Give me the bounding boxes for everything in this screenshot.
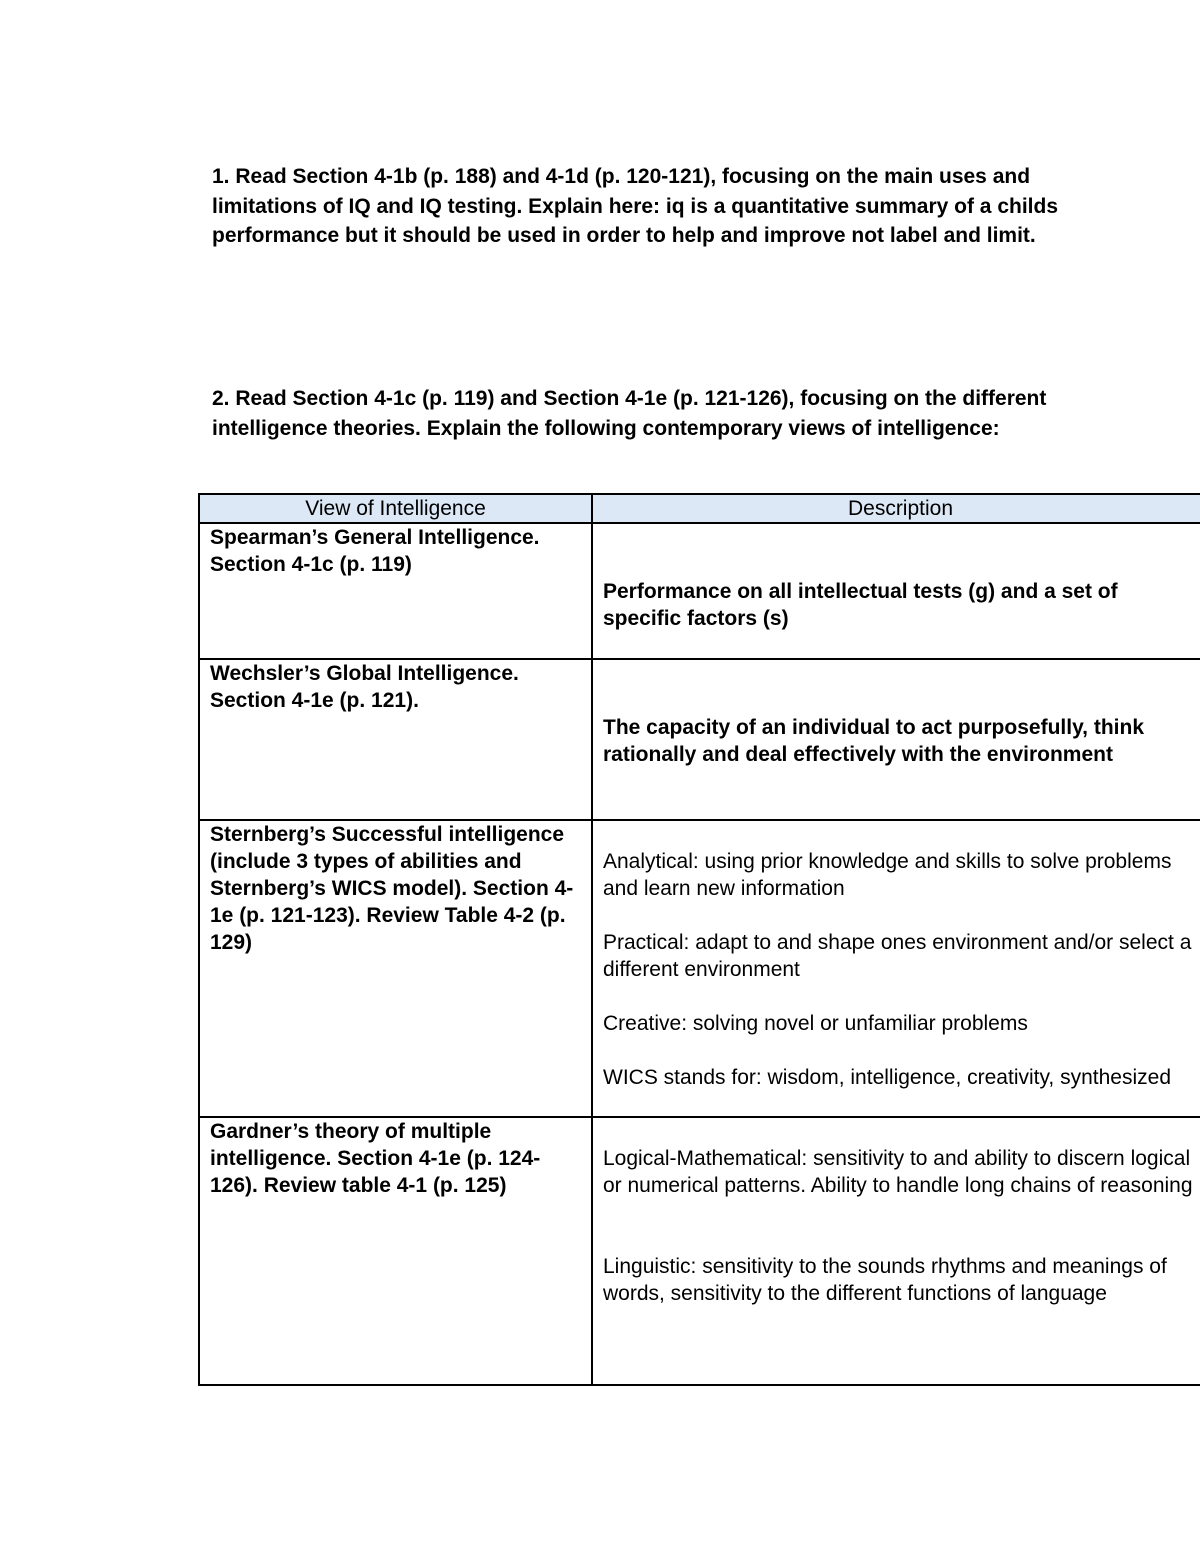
intelligence-views-table [198, 493, 1200, 1386]
description-creative: Creative: solving novel or unfamiliar problems [603, 1012, 1028, 1035]
description-text: The capacity of an individual to act purposefully, think rationally and deal effectively with the environment [603, 716, 1145, 766]
view-wechsler: Wechsler’s Global Intelligence. Section 4-1e (p. 121). [199, 659, 592, 820]
description-text: Performance on all intellectual tests (g) and a set of specific factors (s) [603, 580, 1118, 630]
description-linguistic: Linguistic: sensitivity to the sounds rhythms and meanings of words, sensitivity to the different functions of language [603, 1255, 1167, 1305]
description-wics: WICS stands for: wisdom, intelligence, creativity, synthesized [603, 1066, 1171, 1089]
view-gardner: Gardner’s theory of multiple intelligence. Section 4-1e (p. 124-126). Review table 4-1 (p. 125) [199, 1117, 592, 1385]
header-view: View of Intelligence [199, 494, 592, 523]
description-analytical: Analytical: using prior knowledge and skills to solve problems and learn new information [603, 850, 1172, 900]
question-2: 2. Read Section 4-1c (p. 119) and Section 4-1e (p. 121-126), focusing on the different intelligence theories. Explain the following contemporary views of intelligence: [212, 387, 1047, 440]
description-practical: Practical: adapt to and shape ones environment and/or select a different environment [603, 931, 1192, 981]
header-description: Description [592, 494, 1200, 523]
view-spearman: Spearman’s General Intelligence. Section 4-1c (p. 119) [199, 523, 592, 659]
description-gardner [592, 1117, 1200, 1385]
table-row [199, 1117, 1200, 1385]
description-sternberg [592, 820, 1200, 1117]
table-row [199, 659, 1200, 820]
table-row [199, 523, 1200, 659]
description-spearman [592, 523, 1200, 659]
table-row [199, 820, 1200, 1117]
view-sternberg: Sternberg’s Successful intelligence (include 3 types of abilities and Sternberg’s WICS model). Section 4-1e (p. 121-123). Review Table 4-2 (p. 129) [199, 820, 592, 1117]
question-1: 1. Read Section 4-1b (p. 188) and 4-1d (p. 120-121), focusing on the main uses and limitations of IQ and IQ testing. Explain here: iq is a quantitative summary of a childs performance but it should be used in order to help and improve not label and limit. [212, 165, 1058, 247]
table-header-row [199, 494, 1200, 523]
description-wechsler [592, 659, 1200, 820]
description-logical-mathematical: Logical-Mathematical: sensitivity to and ability to discern logical or numerical patterns. Ability to handle long chains of reasoning [603, 1147, 1193, 1197]
